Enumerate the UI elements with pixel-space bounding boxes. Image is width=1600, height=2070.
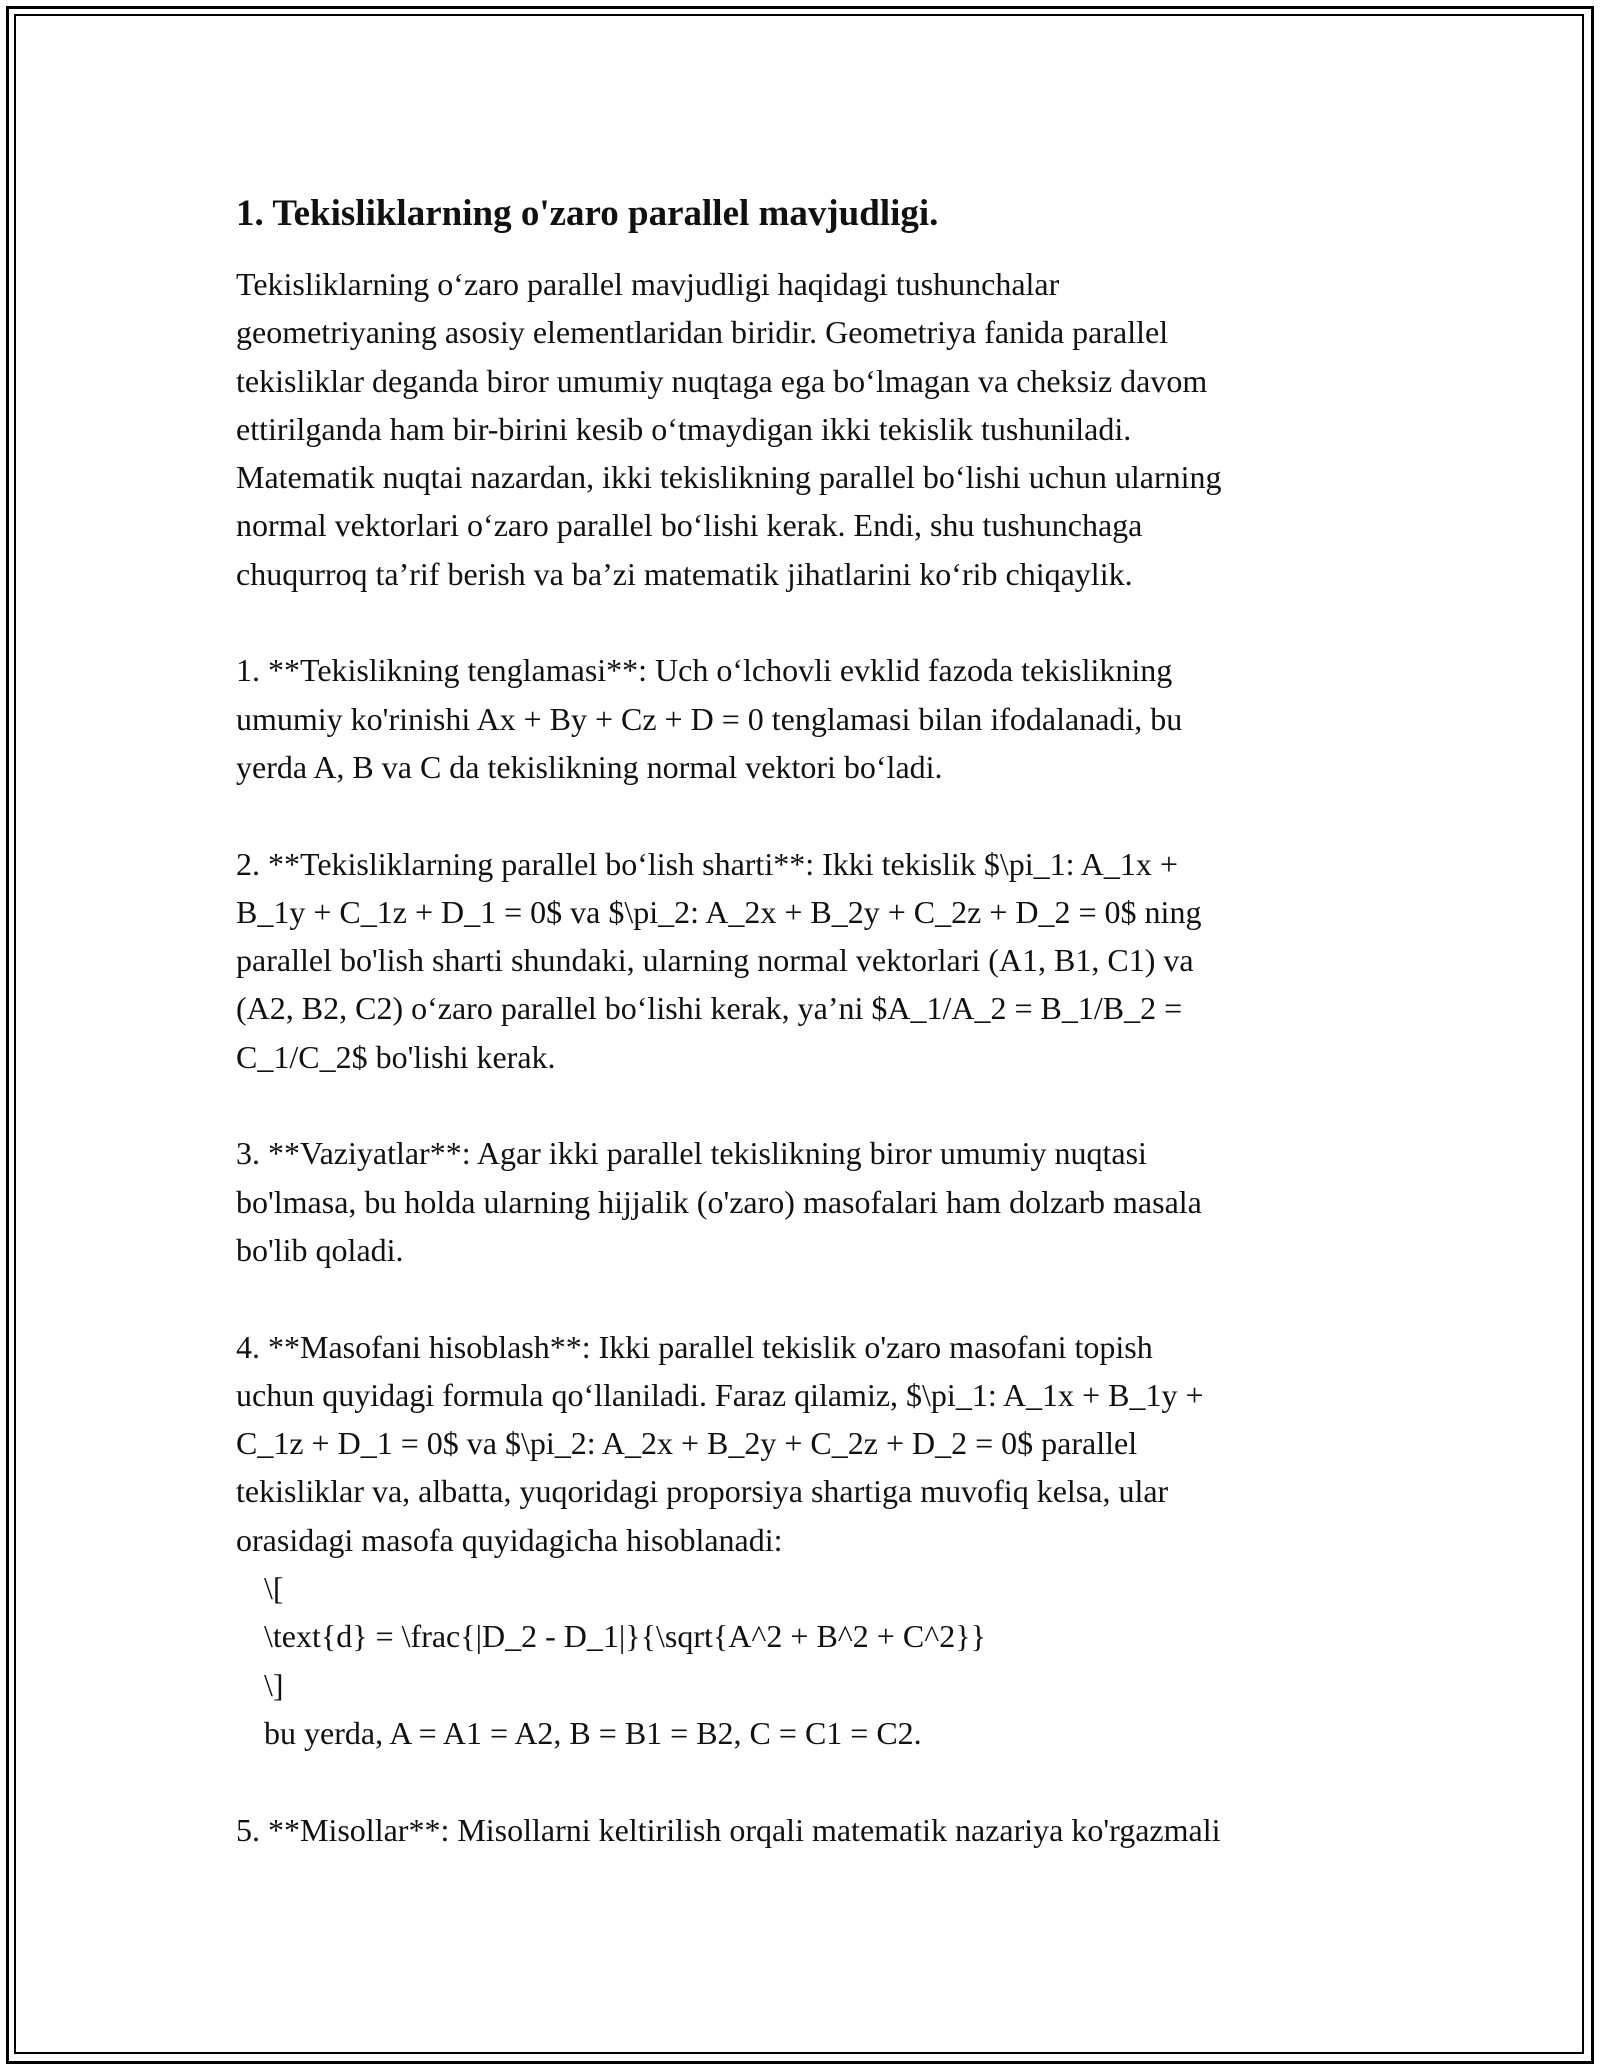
text-line: C_1/C_2$ bo'lishi kerak. [236, 1038, 556, 1075]
text-line: geometriyaning asosiy elementlaridan biridir. Geometriya fanida parallel [236, 314, 1169, 351]
list-item-3 [236, 1129, 1376, 1274]
formula-line: bu yerda, A = A1 = A2, B = B1 = B2, C = C1 = C2. [264, 1714, 922, 1751]
text-line: (A2, B2, C2) o‘zaro parallel bo‘lishi kerak, ya’ni $A_1/A_2 = B_1/B_2 = [236, 990, 1183, 1027]
text-line: parallel bo'lish sharti shundaki, ularning normal vektorlari (A1, B1, C1) va [236, 942, 1194, 979]
text-line: tekisliklar va, albatta, yuqoridagi proporsiya shartiga muvofiq kelsa, ular [236, 1473, 1169, 1510]
text-line: Tekisliklarning o‘zaro parallel mavjudligi haqidagi tushunchalar [236, 266, 1060, 302]
intro-paragraph [236, 260, 1376, 598]
text-line: Matematik nuqtai nazardan, ikki tekislikning parallel bo‘lishi uchun ularning [236, 459, 1222, 496]
text-line: tekisliklar deganda biror umumiy nuqtaga ega bo‘lmagan va cheksiz davom [236, 362, 1208, 399]
text-line: 5. **Misollar**: Misollarni keltirilish orqali matematik nazariya ko'rgazmali [236, 1811, 1221, 1848]
text-line: bo'lib qoladi. [236, 1231, 404, 1268]
formula-line: \] [264, 1666, 284, 1703]
list-item-4 [236, 1323, 1376, 1758]
text-line: normal vektorlari o‘zaro parallel bo‘lishi kerak. Endi, shu tushunchaga [236, 507, 1143, 544]
text-line: 3. **Vaziyatlar**: Agar ikki parallel tekislikning biror umumiy nuqtasi [236, 1135, 1147, 1172]
text-line: 2. **Tekisliklarning parallel bo‘lish sharti**: Ikki tekislik $\pi_1: A_1x + [236, 845, 1178, 882]
text-line: 4. **Masofani hisoblash**: Ikki parallel tekislik o'zaro masofani topish [236, 1328, 1153, 1365]
text-line: umumiy ko'rinishi Ax + By + Cz + D = 0 tenglamasi bilan ifodalanadi, bu [236, 700, 1183, 737]
paragraph-gap [236, 598, 1376, 646]
formula-line: \text{d} = \frac{|D_2 - D_1|}{\sqrt{A^2 + B^2 + C^2}} [264, 1618, 986, 1655]
list-item-1 [236, 646, 1376, 791]
paragraph-gap [236, 791, 1376, 839]
text-line: ettirilganda ham bir-birini kesib o‘tmaydigan ikki tekislik tushuniladi. [236, 410, 1132, 447]
document-body [236, 190, 1376, 1854]
paragraph-gap [236, 1757, 1376, 1805]
text-line: B_1y + C_1z + D_1 = 0$ va $\pi_2: A_2x + B_2y + C_2z + D_2 = 0$ ning [236, 893, 1202, 930]
formula-line: \[ [264, 1570, 284, 1607]
list-item-2 [236, 840, 1376, 1081]
paragraph-gap [236, 1274, 1376, 1322]
text-line: 1. **Tekislikning tenglamasi**: Uch o‘lchovli evklid fazoda tekislikning [236, 652, 1173, 689]
text-line: uchun quyidagi formula qo‘llaniladi. Faraz qilamiz, $\pi_1: A_1x + B_1y + [236, 1376, 1204, 1413]
text-line: chuqurroq ta’rif berish va ba’zi matematik jihatlarini ko‘rib chiqaylik. [236, 555, 1133, 592]
list-item-5 [236, 1806, 1376, 1854]
text-line: bo'lmasa, bu holda ularning hijjalik (o'zaro) masofalari ham dolzarb masala [236, 1183, 1202, 1220]
text-line: yerda A, B va C da tekislikning normal vektori bo‘ladi. [236, 748, 943, 785]
text-line: orasidagi masofa quyidagicha hisoblanadi: [236, 1521, 783, 1558]
paragraph-gap [236, 1081, 1376, 1129]
text-line: C_1z + D_1 = 0$ va $\pi_2: A_2x + B_2y + C_2z + D_2 = 0$ parallel [236, 1425, 1138, 1462]
document-title: 1. Tekisliklarning o'zaro parallel mavjudligi. [236, 193, 939, 234]
